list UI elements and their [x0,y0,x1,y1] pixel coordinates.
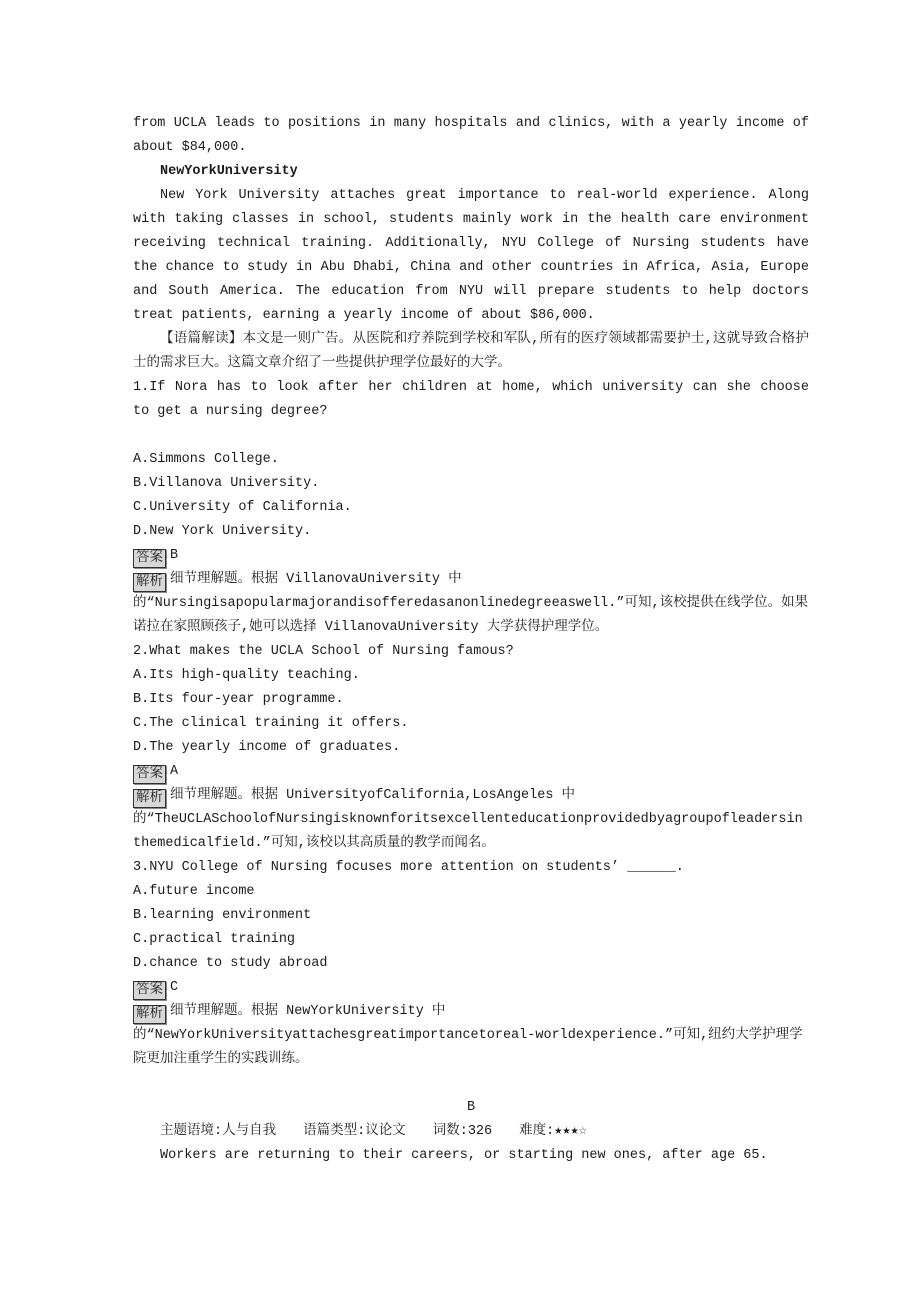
answer-label-box: 答案 [133,549,166,568]
blank-line [133,1072,809,1096]
question-1-answer-line [133,544,809,568]
question-1-stem [133,376,809,424]
question-3-analysis-text: 细节理解题。根据 NewYorkUniversity 中的“NewYorkUniversityattachesgreatimportancetoreal-worldexperience.”可知,纽约大学护理学院更加注重学生的实践训练。 [133,1004,803,1067]
section-b-label: B [466,1100,476,1115]
question-1-analysis-line [133,568,809,640]
question-1-option-b: B.Villanova University. [133,476,320,491]
question-3-number: 3. [133,860,150,875]
section-b-first-paragraph-line: Workers are returning to their careers, or starting new ones, after age 65. [160,1148,768,1163]
question-3-answer-value: C [170,980,179,995]
question-3-option-c: C.practical training [133,932,296,947]
question-3-option-b: B.learning environment [133,908,312,923]
question-3-analysis-line [133,1000,809,1072]
meta-difficulty-stars: 难度:★★★☆ [519,1124,587,1139]
question-2-option-b: B.Its four-year programme. [133,692,344,707]
analysis-label-box: 解析 [133,789,166,808]
blank-line [133,424,809,448]
analysis-label-box: 解析 [133,1005,166,1024]
question-2-analysis-line [133,784,809,856]
question-2-answer-line [133,760,809,784]
question-1-number: 1. [133,380,150,395]
passage-a-analysis-paragraph: 【语篇解读】本文是一则广告。从医院和疗养院到学校和军队,所有的医疗领域都需要护士,这就导致合格护士的需求巨大。这篇文章介绍了一些提供护理学位最好的大学。 [133,332,809,371]
question-3-answer-line [133,976,809,1000]
question-1-option-a: A.Simmons College. [133,452,279,467]
meta-text-type: 语篇类型:议论文 [303,1124,406,1139]
passage-a-continuation-paragraph: from UCLA leads to positions in many hospitals and clinics, with a yearly income of about $84,000. [133,116,809,155]
question-2-stem [133,640,809,664]
question-1-option-d: D.New York University. [133,524,312,539]
passage-a-nyu-paragraph: New York University attaches great importance to real-world experience. Along with taking classes in school, students mainly work in the health care environment receiving technical training. Additionally, NYU College of Nursing students have the chance to study in Abu Dhabi, China and other countries in Africa, Asia, Europe and South America. The education from NYU will prepare students to help doctors treat patients, earning a yearly income of about $86,000. [133,188,809,323]
question-2-stem-text: What makes the UCLA School of Nursing famous? [149,644,514,659]
question-1-stem-text: If Nora has to look after her children at home, which university can she choose to get a nursing degree? [133,380,809,419]
question-2-option-c: C.The clinical training it offers. [133,716,409,731]
question-3-stem-text: NYU College of Nursing focuses more attention on students’ ______. [149,860,684,875]
answer-label-box: 答案 [133,765,166,784]
question-3-stem [133,856,809,880]
question-2-option-d: D.The yearly income of graduates. [133,740,401,755]
question-3-option-d: D.chance to study abroad [133,956,328,971]
passage-a-nyu-heading: NewYorkUniversity [160,164,298,179]
answer-label-box: 答案 [133,981,166,1000]
document-content [133,112,809,1168]
question-1-option-c: C.University of California. [133,500,352,515]
question-1-answer-value: B [170,548,179,563]
question-3-option-a: A.future income [133,884,255,899]
question-2-analysis-text: 细节理解题。根据 UniversityofCalifornia,LosAngeles 中的“TheUCLASchoolofNursingisknownforitsexcellenteducationprovidedbyagroupofleadersinthemedicalfield.”可知,该校以其高质量的教学而闻名。 [133,788,803,851]
question-1-analysis-text: 细节理解题。根据 VillanovaUniversity 中的“Nursingisapopularmajorandisofferedasanonlinedegreeaswell.”可知,该校提供在线学位。如果诺拉在家照顾孩子,她可以选择 VillanovaUniversity 大学获得护理学位。 [133,572,809,635]
question-2-option-a: A.Its high-quality teaching. [133,668,360,683]
section-b-meta-line [133,1120,809,1144]
meta-word-count: 词数:326 [432,1124,493,1139]
question-2-answer-value: A [170,764,179,779]
question-2-number: 2. [133,644,150,659]
analysis-label-box: 解析 [133,573,166,592]
meta-theme: 主题语境:人与自我 [160,1124,277,1139]
